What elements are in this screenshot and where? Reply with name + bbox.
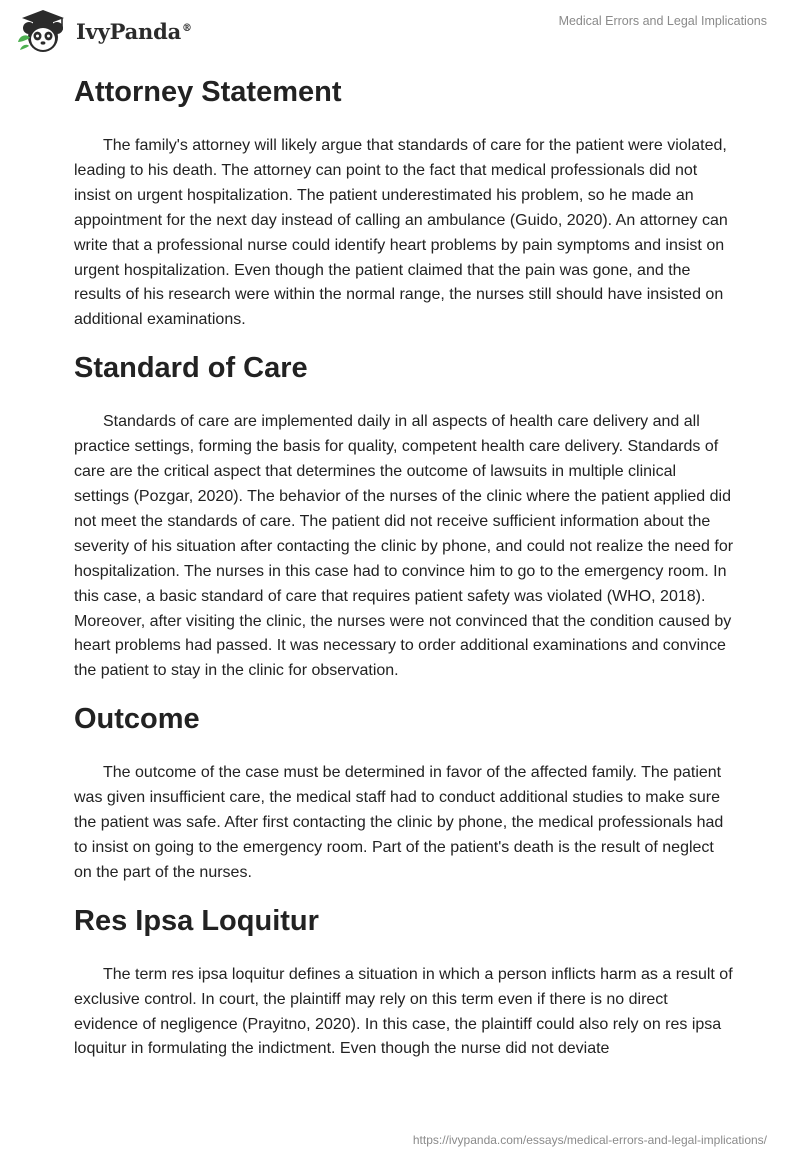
section-paragraph: The family's attorney will likely argue that standards of care for the patient were violated, leading to his death. The attorney can point to the fact that medical professionals did not insist on urgent hospitalization. The patient underestimated his problem, so he made an appointment for the next day instead of calling an ambulance (Guido, 2020). An attorney can write that a professional nurse could identify heart problems by pain symptoms and insist on urgent hospitalization. Even though the patient claimed that the pain was gone, and the results of his research were within the normal range, the nurses still should have insisted on additional examinations. [74,137,728,329]
section-outcome [74,699,734,886]
section-paragraph: The outcome of the case must be determined in favor of the affected family. The patient was given insufficient care, the medical staff had to conduct additional studies to make sure the patient was safe. After first contacting the clinic by phone, the medical professionals had to insist on going to the emergency room. Part of the patient's death is the result of neglect on the part of the nurses. [74,764,724,881]
source-url-link[interactable]: https://ivypanda.com/essays/medical-errors-and-legal-implications/ [412,1133,767,1147]
section-paragraph: Standards of care are implemented daily in all aspects of health care delivery and all practice settings, forming the basis for quality, competent health care delivery. Standards of care are the critical aspect that determines the outcome of lawsuits in multiple clinical settings (Pozgar, 2020). The behavior of the nurses of the clinic where the patient applied did not meet the standards of care. The patient did not receive sufficient information about the severity of his situation after contacting the clinic by phone, and could not realize the need for hospitalization. The nurses in this case had to convince him to go to the emergency room. In this case, a basic standard of care that requires patient safety was violated (WHO, 2018). Moreover, after visiting the clinic, the nurses were not convinced that the condition caused by heart problems had passed. It was necessary to order additional examinations and convince the patient to stay in the clinic for observation. [74,413,734,680]
essay-content [74,72,734,1077]
section-paragraph: The term res ipsa loquitur defines a situation in which a person inflicts harm as a result of exclusive control. In court, the plaintiff may rely on this term even if there is no direct evidence of negligence (Prayitno, 2020). In this case, the plaintiff could also rely on res ipsa loquitur in formulating the indictment. Even though the nurse did not deviate [74,965,733,1058]
section-heading: Attorney Statement [74,76,342,108]
brand-name: IvyPanda® [76,18,192,44]
section-attorney-statement [74,72,734,333]
section-heading: Standard of Care [74,352,308,385]
section-res-ipsa-loquitur [74,901,734,1063]
section-heading: Outcome [74,703,200,736]
document-title: Medical Errors and Legal Implications [558,14,767,28]
section-heading: Res Ipsa Loquitur [74,904,319,937]
page-header [0,0,800,60]
brand-logo[interactable] [14,8,192,54]
section-standard-of-care [74,348,734,684]
panda-logo-icon [14,8,72,54]
